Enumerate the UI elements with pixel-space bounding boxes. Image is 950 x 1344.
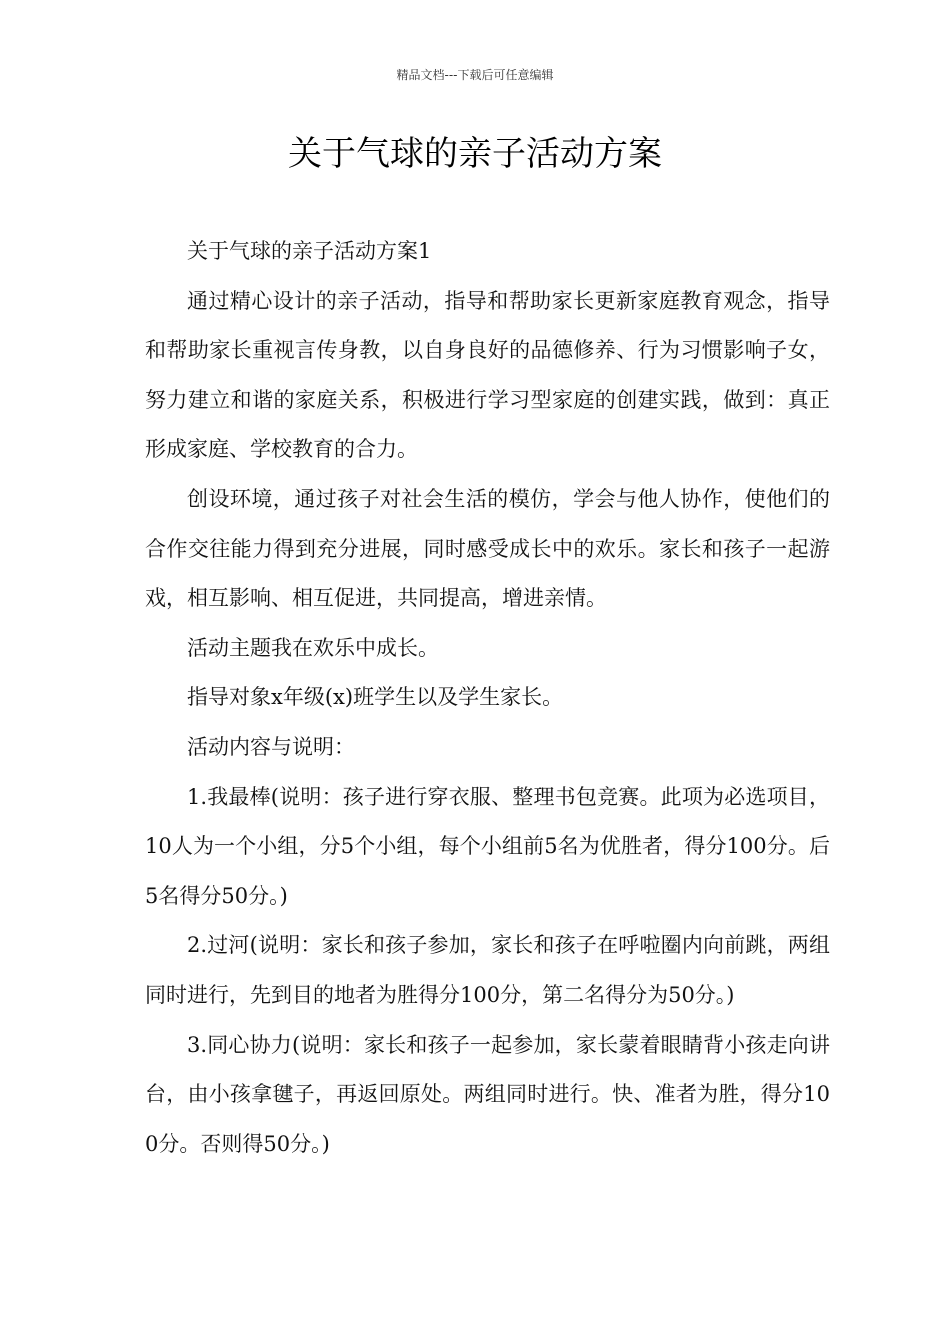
list-item: 3.同心协力(说明：家长和孩子一起参加，家长蒙着眼睛背小孩走向讲台，由小孩拿毽子，再返回原处。两组同时进行。快、准者为胜，得分100分。否则得50分。) <box>145 1032 830 1156</box>
paragraph: 创设环境，通过孩子对社会生活的模仿，学会与他人协作，使他们的合作交往能力得到充分进展，同时感受成长中的欢乐。家长和孩子一起游戏，相互影响、相互促进，共同提高，增进亲情。 <box>145 486 830 611</box>
section-heading: 关于气球的亲子活动方案1 <box>187 239 432 263</box>
paragraph: 活动内容与说明： <box>187 734 355 759</box>
list-item: 1.我最棒(说明：孩子进行穿衣服、整理书包竞赛。此项为必选项目，10人为一个小组，分5个小组，每个小组前5名为优胜者，得分100分。后5名得分50分。) <box>145 784 830 908</box>
paragraph: 活动主题我在欢乐中成长。 <box>187 635 439 660</box>
header-note: 精品文档---下载后可任意编辑 <box>396 68 554 82</box>
list-item: 2.过河(说明：家长和孩子参加，家长和孩子在呼啦圈内向前跳，两组同时进行，先到目的地者为胜得分100分，第二名得分为50分。) <box>145 933 830 1007</box>
paragraph: 指导对象x年级(x)班学生以及学生家长。 <box>187 685 564 710</box>
document-title: 关于气球的亲子活动方案 <box>288 134 662 174</box>
document-body <box>145 227 830 1169</box>
paragraph: 通过精心设计的亲子活动，指导和帮助家长更新家庭教育观念，指导和帮助家长重视言传身教，以自身良好的品德修养、行为习惯影响子女，努力建立和谐的家庭关系，积极进行学习型家庭的创建实践，做到：真正形成家庭、学校教育的合力。 <box>145 288 830 462</box>
